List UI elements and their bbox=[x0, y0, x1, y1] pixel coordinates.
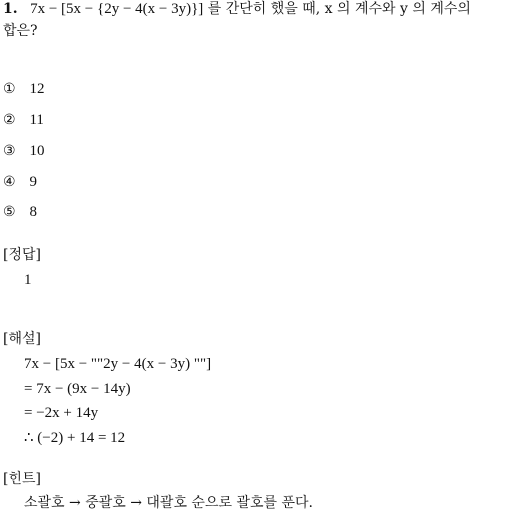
option-2-mark: ② bbox=[3, 112, 16, 128]
option-2[interactable] bbox=[3, 111, 44, 129]
answer-value: 1 bbox=[24, 272, 32, 288]
question-text-2: 합은? bbox=[3, 23, 38, 39]
solution-label: [해설] bbox=[3, 331, 41, 347]
option-2-value: 11 bbox=[29, 112, 44, 128]
option-4-mark: ④ bbox=[3, 174, 16, 190]
question-text-1: 를 간단히 했을 때, x 의 계수와 y 의 계수의 bbox=[207, 1, 471, 17]
hint-label: [힌트] bbox=[3, 471, 41, 487]
option-3-mark: ③ bbox=[3, 143, 16, 159]
solution-line-1: 7x − [5x − ""2y − 4(x − 3y) ""] bbox=[24, 356, 212, 372]
option-1-value: 12 bbox=[29, 81, 45, 97]
option-4[interactable] bbox=[3, 173, 37, 191]
option-3[interactable] bbox=[3, 142, 44, 160]
option-1[interactable] bbox=[3, 80, 44, 98]
option-5-mark: ⑤ bbox=[3, 204, 16, 220]
solution-line-3: = −2x + 14y bbox=[24, 405, 99, 421]
question-line-2 bbox=[3, 22, 38, 40]
option-5-value: 8 bbox=[29, 204, 37, 220]
question-expression: 7x − [5x − {2y − 4(x − 3y)}] bbox=[30, 1, 204, 17]
solution-line-4: ∴ (−2) + 14 = 12 bbox=[24, 430, 126, 446]
hint-text: 소괄호 → 중괄호 → 대괄호 순으로 괄호를 푼다. bbox=[24, 495, 313, 511]
option-3-value: 10 bbox=[29, 143, 45, 159]
option-1-mark: ① bbox=[3, 81, 16, 97]
solution-line-2: = 7x − (9x − 14y) bbox=[24, 381, 131, 397]
question-number: 1. bbox=[3, 1, 18, 17]
answer-label: [정답] bbox=[3, 247, 41, 263]
question-line-1 bbox=[3, 0, 471, 18]
option-5[interactable] bbox=[3, 203, 37, 221]
option-4-value: 9 bbox=[29, 174, 37, 190]
